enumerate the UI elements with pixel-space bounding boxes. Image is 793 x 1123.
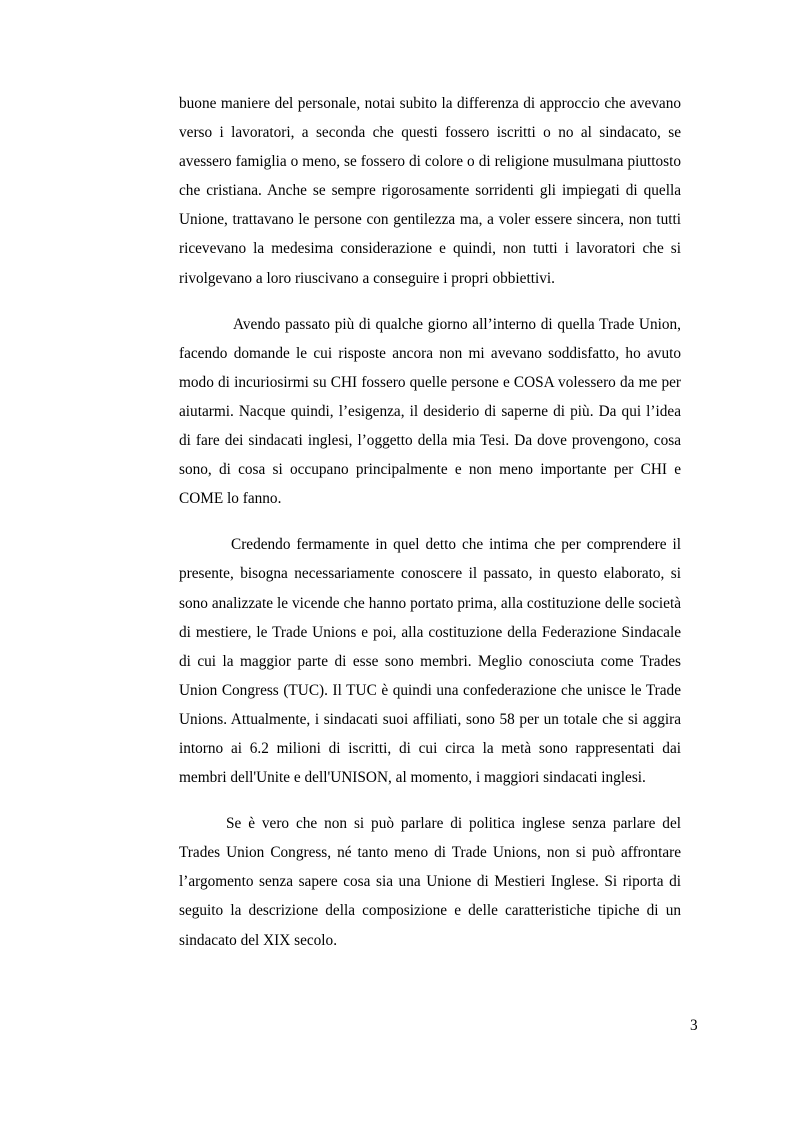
body-text: [179, 89, 681, 972]
page-number: 3: [690, 1017, 698, 1034]
paragraph-1: buone maniere del personale, notai subito la differenza di approccio che avevano verso i lavoratori, a seconda che questi fossero iscritti o no al sindacato, se avessero famiglia o meno, se fossero di colore o di religione musulmana piuttosto che cristiana. Anche se sempre rigorosamente sorridenti gli impiegati di quella Unione, trattavano le persone con gentilezza ma, a voler essere sincera, non tutti ricevevano la medesima considerazione e quindi, non tutti i lavoratori che si rivolgevano a loro riuscivano a conseguire i propri obbiettivi.: [179, 95, 681, 287]
paragraph-2: Avendo passato più di qualche giorno all’interno di quella Trade Union, facendo domande le cui risposte ancora non mi avevano soddisfatto, ho avuto modo di incuriosirmi su CHI fossero quelle persone e COSA volessero da me per aiutarmi. Nacque quindi, l’esigenza, il desiderio di saperne di più. Da qui l’idea di fare dei sindacati inglesi, l’oggetto della mia Tesi. Da dove provengono, cosa sono, di cosa si occupano principalmente e non meno importante per CHI e COME lo fanno.: [179, 315, 681, 508]
paragraph-3: Credendo fermamente in quel detto che intima che per comprendere il presente, bisogna necessariamente conoscere il passato, in questo elaborato, si sono analizzate le vicende che hanno portato prima, alla costituzione delle società di mestiere, le Trade Unions e poi, alla costituzione della Federazione Sindacale di cui la maggior parte di esse sono membri. Meglio conosciuta come Trades Union Congress (TUC). Il TUC è quindi una confederazione che unisce le Trade Unions. Attualmente, i sindacati suoi affiliati, sono 58 per un totale che si aggira intorno ai 6.2 milioni di iscritti, di cui circa la metà sono rappresentati dai membri dell'Unite e dell'UNISON, al momento, i maggiori sindacati inglesi.: [179, 536, 681, 787]
paragraph-4: Se è vero che non si può parlare di politica inglese senza parlare del Trades Union Congress, né tanto meno di Trade Unions, non si può affrontare l’argomento senza sapere cosa sia una Unione di Mestieri Inglese. Si riporta di seguito la descrizione della composizione e delle caratteristiche tipiche di un sindacato del XIX secolo.: [179, 815, 681, 949]
